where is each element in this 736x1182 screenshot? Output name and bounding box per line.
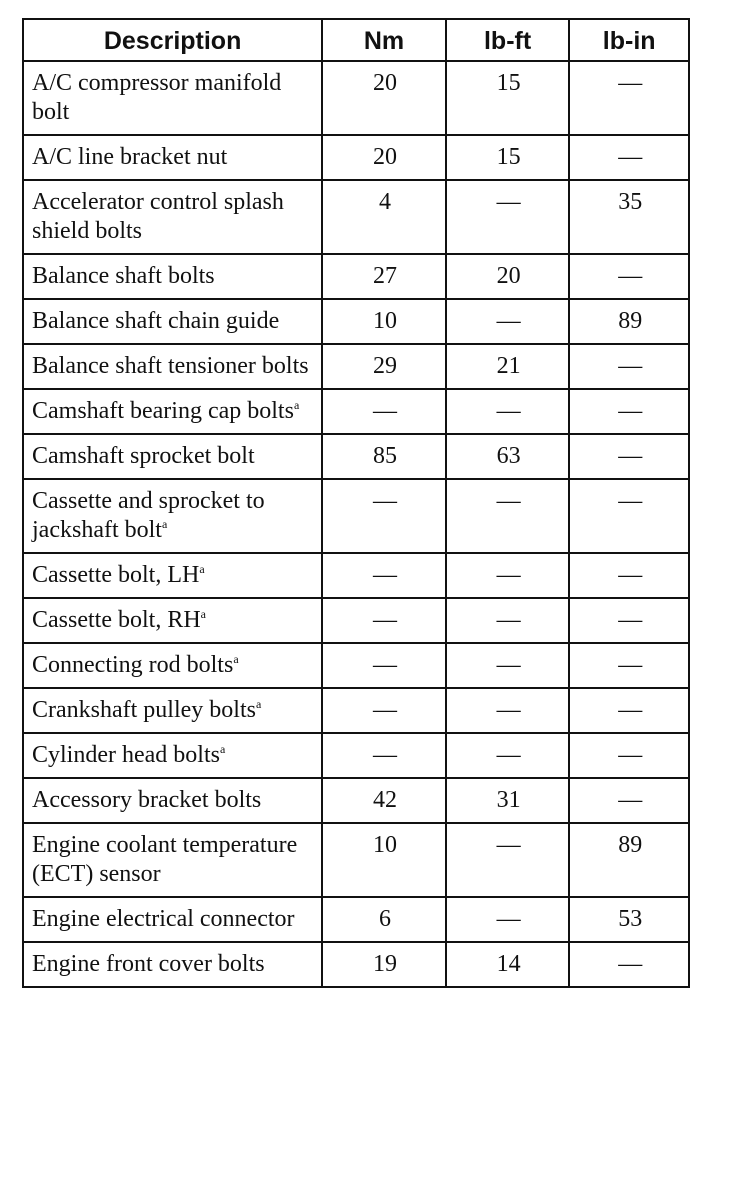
row-description: Cassette bolt, LH [32, 562, 200, 588]
row-description: Balance shaft chain guide [32, 308, 280, 334]
table-row [23, 823, 689, 897]
row-description: Accelerator control splash shield bolts [32, 189, 284, 244]
lb-in-value: — [569, 942, 689, 987]
table-row [23, 897, 689, 942]
table-row [23, 344, 689, 389]
lb-ft-value: — [446, 598, 570, 643]
row-description-cell [23, 479, 322, 553]
lb-ft-value: 15 [446, 61, 570, 135]
table-row [23, 299, 689, 344]
row-description-cell [23, 135, 322, 180]
row-description: Engine coolant temperature (ECT) sensor [32, 832, 298, 887]
footnote-marker: a [293, 398, 300, 412]
row-description-cell [23, 61, 322, 135]
nm-value: 10 [322, 299, 446, 344]
lb-in-value: — [569, 479, 689, 553]
row-description: Crankshaft pulley bolts [32, 697, 256, 723]
nm-value: — [322, 553, 446, 598]
lb-in-value: — [569, 553, 689, 598]
lb-ft-value: 21 [446, 344, 570, 389]
lb-in-value: — [569, 434, 689, 479]
table-row [23, 778, 689, 823]
row-description-cell [23, 688, 322, 733]
table-row [23, 733, 689, 778]
row-description-cell [23, 180, 322, 254]
torque-spec-table [22, 18, 690, 988]
lb-ft-value: — [446, 823, 570, 897]
footnote-marker: a [255, 697, 262, 711]
lb-in-value: 89 [569, 823, 689, 897]
lb-ft-value: 20 [446, 254, 570, 299]
header-lb-ft: lb-ft [446, 19, 570, 61]
table-row [23, 135, 689, 180]
row-description: Camshaft bearing cap bolts [32, 398, 294, 424]
lb-in-value: 35 [569, 180, 689, 254]
row-description-cell [23, 598, 322, 643]
table-row [23, 434, 689, 479]
row-description: Cassette and sprocket to jackshaft bolt [32, 488, 265, 543]
footnote-marker: a [233, 652, 239, 666]
row-description-cell [23, 254, 322, 299]
header-lb-in: lb-in [569, 19, 689, 61]
footnote-marker: a [219, 742, 226, 756]
lb-in-value: — [569, 389, 689, 434]
lb-in-value: — [569, 135, 689, 180]
row-description: Engine electrical connector [32, 906, 295, 932]
row-description: Camshaft sprocket bolt [32, 443, 255, 469]
nm-value: 29 [322, 344, 446, 389]
lb-in-value: — [569, 778, 689, 823]
row-description: Cylinder head bolts [32, 742, 220, 768]
lb-ft-value: — [446, 553, 570, 598]
lb-ft-value: — [446, 897, 570, 942]
row-description-cell [23, 389, 322, 434]
nm-value: 10 [322, 823, 446, 897]
nm-value: 42 [322, 778, 446, 823]
row-description: Connecting rod bolts [32, 652, 234, 678]
row-description-cell [23, 643, 322, 688]
lb-ft-value: — [446, 299, 570, 344]
row-description-cell [23, 778, 322, 823]
lb-in-value: — [569, 598, 689, 643]
nm-value: 20 [322, 61, 446, 135]
row-description-cell [23, 823, 322, 897]
footnote-marker: a [161, 517, 168, 531]
table-row [23, 254, 689, 299]
table-row [23, 180, 689, 254]
row-description: A/C compressor manifold bolt [32, 70, 282, 125]
lb-ft-value: — [446, 733, 570, 778]
row-description-cell [23, 344, 322, 389]
nm-value: 85 [322, 434, 446, 479]
nm-value: — [322, 598, 446, 643]
table-row [23, 598, 689, 643]
row-description-cell [23, 897, 322, 942]
nm-value: 27 [322, 254, 446, 299]
lb-in-value: 89 [569, 299, 689, 344]
lb-in-value: — [569, 643, 689, 688]
nm-value: — [322, 733, 446, 778]
table-row [23, 389, 689, 434]
lb-ft-value: — [446, 479, 570, 553]
row-description: Engine front cover bolts [32, 951, 265, 977]
table-row [23, 942, 689, 987]
row-description-cell [23, 299, 322, 344]
row-description: Accessory bracket bolts [32, 787, 262, 813]
lb-ft-value: — [446, 643, 570, 688]
nm-value: — [322, 643, 446, 688]
row-description-cell [23, 553, 322, 598]
lb-ft-value: — [446, 389, 570, 434]
lb-ft-value: 14 [446, 942, 570, 987]
table-row [23, 688, 689, 733]
lb-in-value: — [569, 688, 689, 733]
lb-ft-value: — [446, 180, 570, 254]
table-row [23, 553, 689, 598]
nm-value: 6 [322, 897, 446, 942]
lb-in-value: — [569, 733, 689, 778]
table-row [23, 61, 689, 135]
nm-value: 4 [322, 180, 446, 254]
lb-ft-value: 15 [446, 135, 570, 180]
nm-value: 20 [322, 135, 446, 180]
row-description-cell [23, 434, 322, 479]
lb-ft-value: 63 [446, 434, 570, 479]
row-description: Cassette bolt, RH [32, 607, 201, 633]
lb-ft-value: — [446, 688, 570, 733]
header-row [23, 19, 689, 61]
nm-value: — [322, 688, 446, 733]
header-nm: Nm [322, 19, 446, 61]
nm-value: 19 [322, 942, 446, 987]
table-row [23, 479, 689, 553]
nm-value: — [322, 389, 446, 434]
lb-in-value: — [569, 61, 689, 135]
row-description: Balance shaft bolts [32, 263, 215, 289]
row-description-cell [23, 942, 322, 987]
table-body [23, 61, 689, 987]
lb-in-value: — [569, 344, 689, 389]
footnote-marker: a [200, 607, 206, 621]
table-row [23, 643, 689, 688]
header-description: Description [23, 19, 322, 61]
row-description: Balance shaft tensioner bolts [32, 353, 309, 379]
lb-ft-value: 31 [446, 778, 570, 823]
lb-in-value: — [569, 254, 689, 299]
nm-value: — [322, 479, 446, 553]
lb-in-value: 53 [569, 897, 689, 942]
row-description-cell [23, 733, 322, 778]
footnote-marker: a [199, 562, 205, 576]
row-description: A/C line bracket nut [32, 144, 228, 170]
